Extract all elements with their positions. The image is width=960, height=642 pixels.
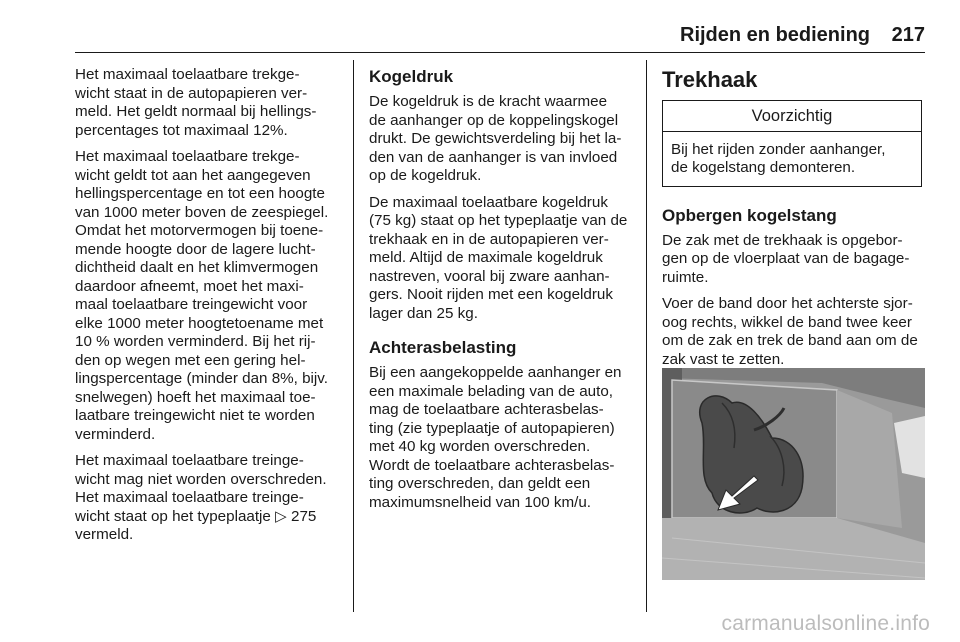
column-2 [369, 66, 641, 520]
paragraph-end: vermeld. [75, 526, 134, 543]
paragraph: De kogeldruk is de kracht waarmee de aanhanger op de koppelingskogel drukt. De gewichtsverdeling bij het la- den van de aanhanger is van invloed op de kogeldruk. [369, 93, 622, 184]
paragraph: Het maximaal toelaatbare trekge- wicht geldt tot aan het aangegeven hellingspercentage en tot een hoogte van 1000 meter boven de zeespiegel. Omdat het motorvermogen bij toene- mende hoogte door de lagere lucht- dichtheid daalt en het klimvermogen daardoor afneemt, moet het maxi- maal toelaatbare treingewicht voor elke 1000 meter hoogtetoename met 10 % worden verminderd. Bij het rij- den op wegen met een gering hel- lingspercentage (minder dan 8%, bijv. snelwegen) hoeft het maximaal toe- laatbare treingewicht niet te worden verminderd. [75, 148, 329, 443]
paragraph [75, 452, 347, 545]
column-divider [646, 60, 647, 612]
heading-opbergen: Opbergen kogelstang [662, 205, 837, 225]
page-ref-icon: ▷ [275, 507, 287, 525]
paragraph: Voer de band door het achterste sjor- oog rechts, wikkel de band twee keer om de zak en trek de band aan om de zak vast te zetten. [662, 295, 918, 368]
caution-title: Voorzichtig [663, 101, 921, 132]
column-divider [353, 60, 354, 612]
heading-trekhaak: Trekhaak [662, 67, 758, 92]
heading-kogeldruk: Kogeldruk [369, 67, 454, 86]
watermark: carmanualsonline.info [721, 612, 930, 635]
section-title: Rijden en bediening [680, 24, 871, 46]
caution-text: Bij het rijden zonder aanhanger, de kogelstang demonteren. [671, 140, 886, 176]
column-1 [75, 66, 347, 553]
paragraph: De zak met de trekhaak is opgebor- gen op de vloerplaat van de bagage- ruimte. [662, 231, 910, 286]
page-ref-link[interactable]: 275 [291, 507, 317, 525]
paragraph: De maximaal toelaatbare kogeldruk (75 kg) staat op het typeplaatje van de trekhaak en in de autopapieren ver- meld. Altijd de maximale kogeldruk nastreven, vooral bij zware aanhan- gers. Nooit rijden met een kogeldruk lager dan 25 kg. [369, 193, 628, 322]
heading-achterasbelasting: Achterasbelasting [369, 338, 517, 357]
column-3 [662, 66, 928, 377]
page-number: 217 [891, 24, 925, 46]
trunk-photo [662, 368, 925, 580]
header-rule [75, 52, 925, 53]
paragraph: Het maximaal toelaatbare trekge- wicht staat in de autopapieren ver- meld. Het geldt normaal bij hellings- percentages tot maximaal 12%. [75, 66, 317, 139]
paragraph: Bij een aangekoppelde aanhanger en een maximale belading van de auto, mag de toelaatbare achterasbelas- ting (zie typeplaatje of autopapieren) met 40 kg worden overschreden. Wordt de toelaatbare achterasbelas- ting overschreden, dan geldt een maximumsnelheid van 100 km/u. [369, 364, 622, 511]
paragraph-text: Het maximaal toelaatbare treinge- wicht mag niet worden overschreden. Het maximaal toelaatbare treinge- wicht staat op het typeplaatje [75, 452, 327, 525]
caution-box [662, 100, 922, 187]
